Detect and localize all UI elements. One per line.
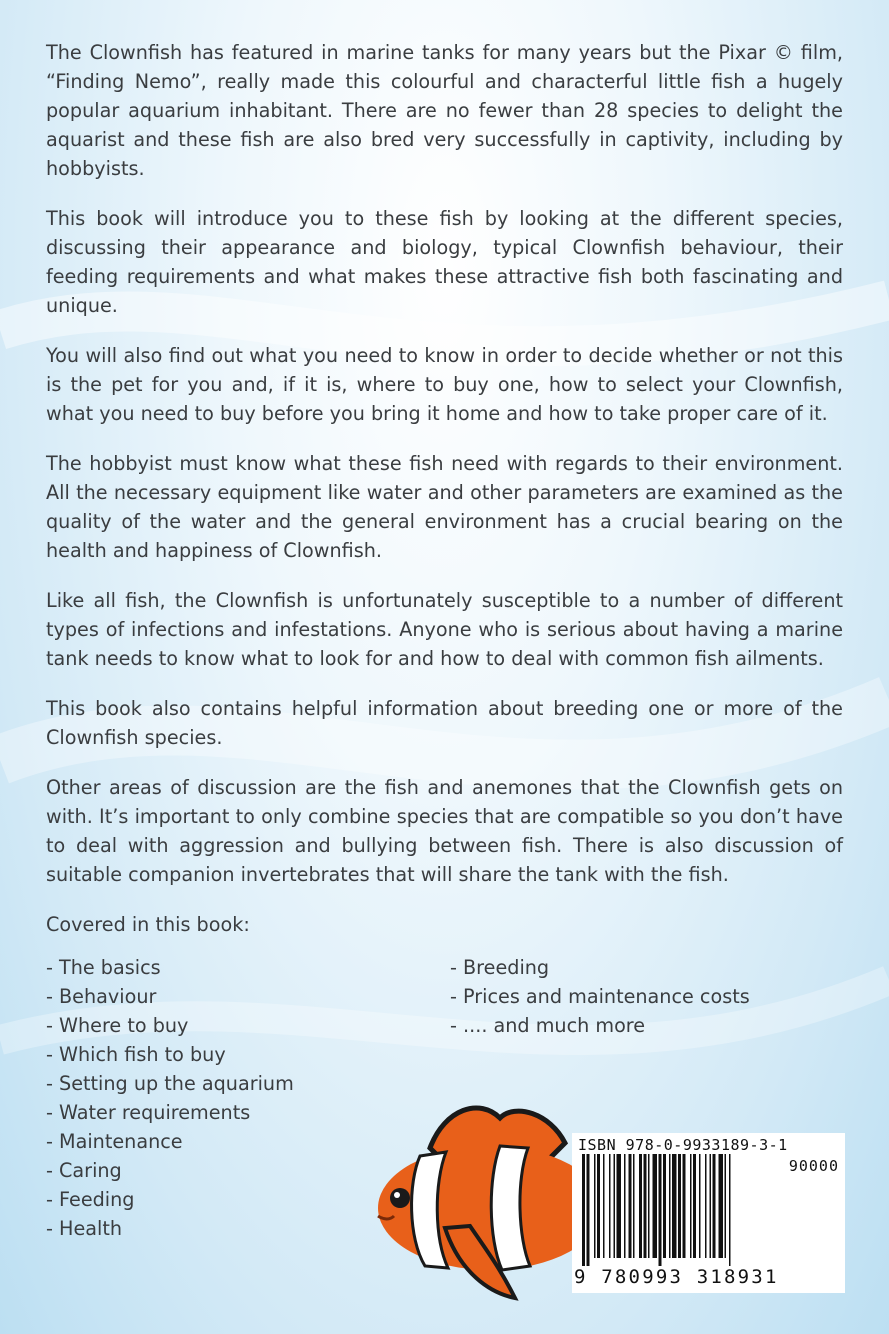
list-item: - Setting up the aquarium	[46, 1072, 294, 1095]
topics-list-right	[450, 953, 750, 1040]
covered-heading: Covered in this book:	[46, 913, 250, 936]
ean-digits: 9 780993 318931	[574, 1266, 779, 1288]
isbn-number: ISBN 978-0-9933189-3-1	[578, 1136, 788, 1154]
isbn-barcode	[572, 1133, 845, 1293]
barcode-bars	[576, 1154, 776, 1266]
list-item: - Maintenance	[46, 1130, 183, 1153]
topics-list-left	[46, 953, 294, 1243]
list-item: - Water requirements	[46, 1101, 251, 1124]
list-item: - Which fish to buy	[46, 1043, 226, 1066]
list-item: - Caring	[46, 1159, 122, 1182]
list-item: - Behaviour	[46, 985, 157, 1008]
paragraph-intro: The Clownfish has featured in marine tanks for many years but the Pixar © film, “Finding Nemo”, really made this colourful and characterful little fish a hugely popular aquarium inhabitant. There are no fewer than 28 species to delight the aquarist and these fish are also bred very successfully in captivity, including by hobbyists.	[46, 41, 843, 180]
paragraph-breeding: This book also contains helpful information about breeding one or more of the Clownfish species.	[46, 697, 843, 749]
price-code: 90000	[788, 1157, 839, 1175]
paragraph-buying: You will also find out what you need to know in order to decide whether or not this is the pet for you and, if it is, where to buy one, how to select your Clownfish, what you need to buy before you bring it home and how to take proper care of it.	[46, 344, 843, 425]
list-item: - Where to buy	[46, 1014, 189, 1037]
list-item: - Feeding	[46, 1188, 135, 1211]
paragraph-companions: Other areas of discussion are the fish and anemones that the Clownfish gets on with. It’s important to only combine species that are compatible so you don’t have to deal with aggression and bullying between fish. There is also discussion of suitable companion invertebrates that will share the tank with the fish.	[46, 776, 843, 886]
list-item: - Breeding	[450, 956, 550, 979]
list-item: - The basics	[46, 956, 161, 979]
list-item: - Health	[46, 1217, 123, 1240]
paragraph-environment: The hobbyist must know what these fish need with regards to their environment. All the necessary equipment like water and other parameters are examined as the quality of the water and the general environment has a crucial bearing on the health and happiness of Clownfish.	[46, 452, 843, 562]
paragraph-species: This book will introduce you to these fish by looking at the different species, discussing their appearance and biology, typical Clownfish behaviour, their feeding requirements and what makes these attractive fish both fascinating and unique.	[46, 207, 843, 317]
paragraph-health: Like all fish, the Clownfish is unfortunately susceptible to a number of different types of infections and infestations. Anyone who is serious about having a marine tank needs to know what to look for and how to deal with common fish ailments.	[46, 589, 843, 670]
list-item: - .... and much more	[450, 1014, 646, 1037]
list-item: - Prices and maintenance costs	[450, 985, 750, 1008]
